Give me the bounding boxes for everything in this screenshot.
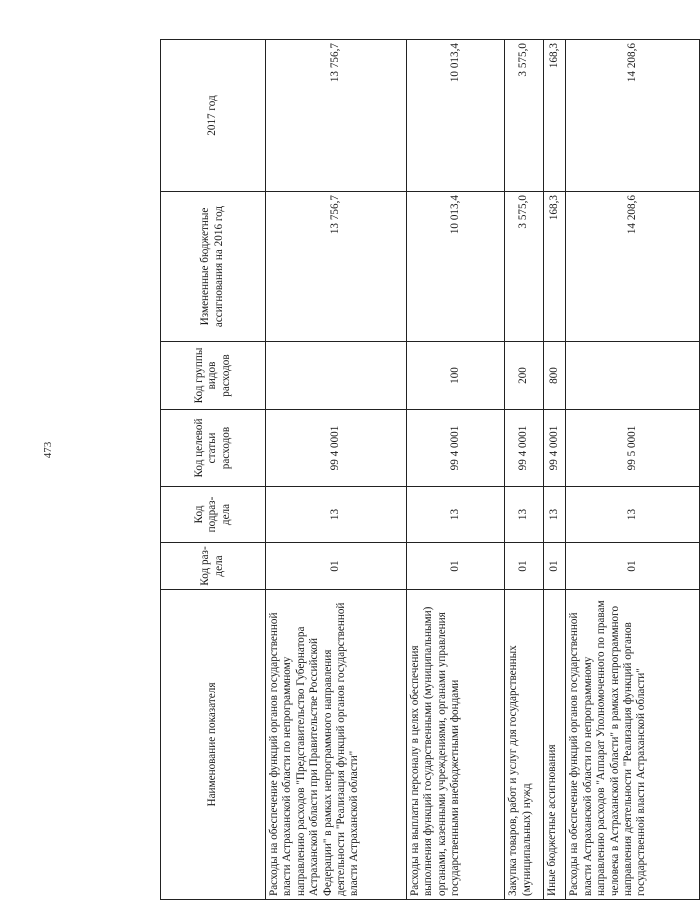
row-2017: 10 013,4	[406, 40, 504, 192]
rotated-page-content	[160, 40, 700, 900]
row-celevaya: 99 4 0001	[406, 410, 504, 487]
row-razdel: 01	[566, 543, 700, 590]
page-number: 473	[42, 441, 54, 459]
row-izmen: 14 208,6	[566, 192, 700, 342]
header-celevaya-statya: Код целевой статьи расходов	[161, 410, 266, 487]
header-vid-rashodov: Код группы видов расходов	[161, 342, 266, 410]
header-2017: 2017 год	[161, 40, 266, 192]
row-izmen: 3 575,0	[505, 192, 544, 342]
table-row	[566, 40, 700, 900]
header-izmenennye-assignovaniya: Измененные бюджетные ассигнования на 2016 год	[161, 192, 266, 342]
row-podrazdel: 13	[505, 487, 544, 543]
row-name: Расходы на обеспечение функций органов государственной власти Астраханской области по непрограммному направлению расходов "Представительство Губернатора Астраханской области при Правительстве Российской Федерации" в рамках непрограммного направления деятельности "Реализация функций органов государственной власти Астраханской области"	[265, 590, 406, 900]
table-row	[406, 40, 504, 900]
row-izmen: 13 756,7	[265, 192, 406, 342]
row-name: Закупка товаров, работ и услуг для государственных (муниципальных) нужд	[505, 590, 544, 900]
row-2017: 168,3	[543, 40, 565, 192]
row-izmen: 168,3	[543, 192, 565, 342]
row-celevaya: 99 4 0001	[505, 410, 544, 487]
row-razdel: 01	[406, 543, 504, 590]
header-name: Наименование показателя	[161, 590, 266, 900]
row-podrazdel: 13	[406, 487, 504, 543]
table-row	[265, 40, 406, 900]
row-celevaya: 99 4 0001	[265, 410, 406, 487]
row-2017: 14 208,6	[566, 40, 700, 192]
row-vid	[265, 342, 406, 410]
row-izmen: 10 013,4	[406, 192, 504, 342]
row-vid: 100	[406, 342, 504, 410]
table-row	[505, 40, 544, 900]
row-vid: 800	[543, 342, 565, 410]
row-name: Иные бюджетные ассигнования	[543, 590, 565, 900]
row-podrazdel: 13	[543, 487, 565, 543]
row-celevaya: 99 5 0001	[566, 410, 700, 487]
table-row	[543, 40, 565, 900]
row-vid	[566, 342, 700, 410]
row-razdel: 01	[505, 543, 544, 590]
row-celevaya: 99 4 0001	[543, 410, 565, 487]
row-2017: 3 575,0	[505, 40, 544, 192]
row-podrazdel: 13	[566, 487, 700, 543]
row-vid: 200	[505, 342, 544, 410]
row-razdel: 01	[543, 543, 565, 590]
header-razdel: Код раз- дела	[161, 543, 266, 590]
row-2017: 13 756,7	[265, 40, 406, 192]
row-razdel: 01	[265, 543, 406, 590]
table-header-row	[161, 40, 266, 900]
row-podrazdel: 13	[265, 487, 406, 543]
budget-table	[160, 39, 700, 900]
row-name: Расходы на выплаты персоналу в целях обеспечения выполнения функций государственными (муниципальными) органами, казенными учреждениями, органами управления государственными внебюджетными фондами	[406, 590, 504, 900]
row-name: Расходы на обеспечение функций органов государственной власти Астраханской области по непрограммному направлению расходов "Аппарат Уполномоченного по правам человека в Астраханской области" в рамках непрограммного направления деятельности "Реализация функций органов государственной власти Астраханской области"	[566, 590, 700, 900]
header-podrazdel: Код подраз- дела	[161, 487, 266, 543]
